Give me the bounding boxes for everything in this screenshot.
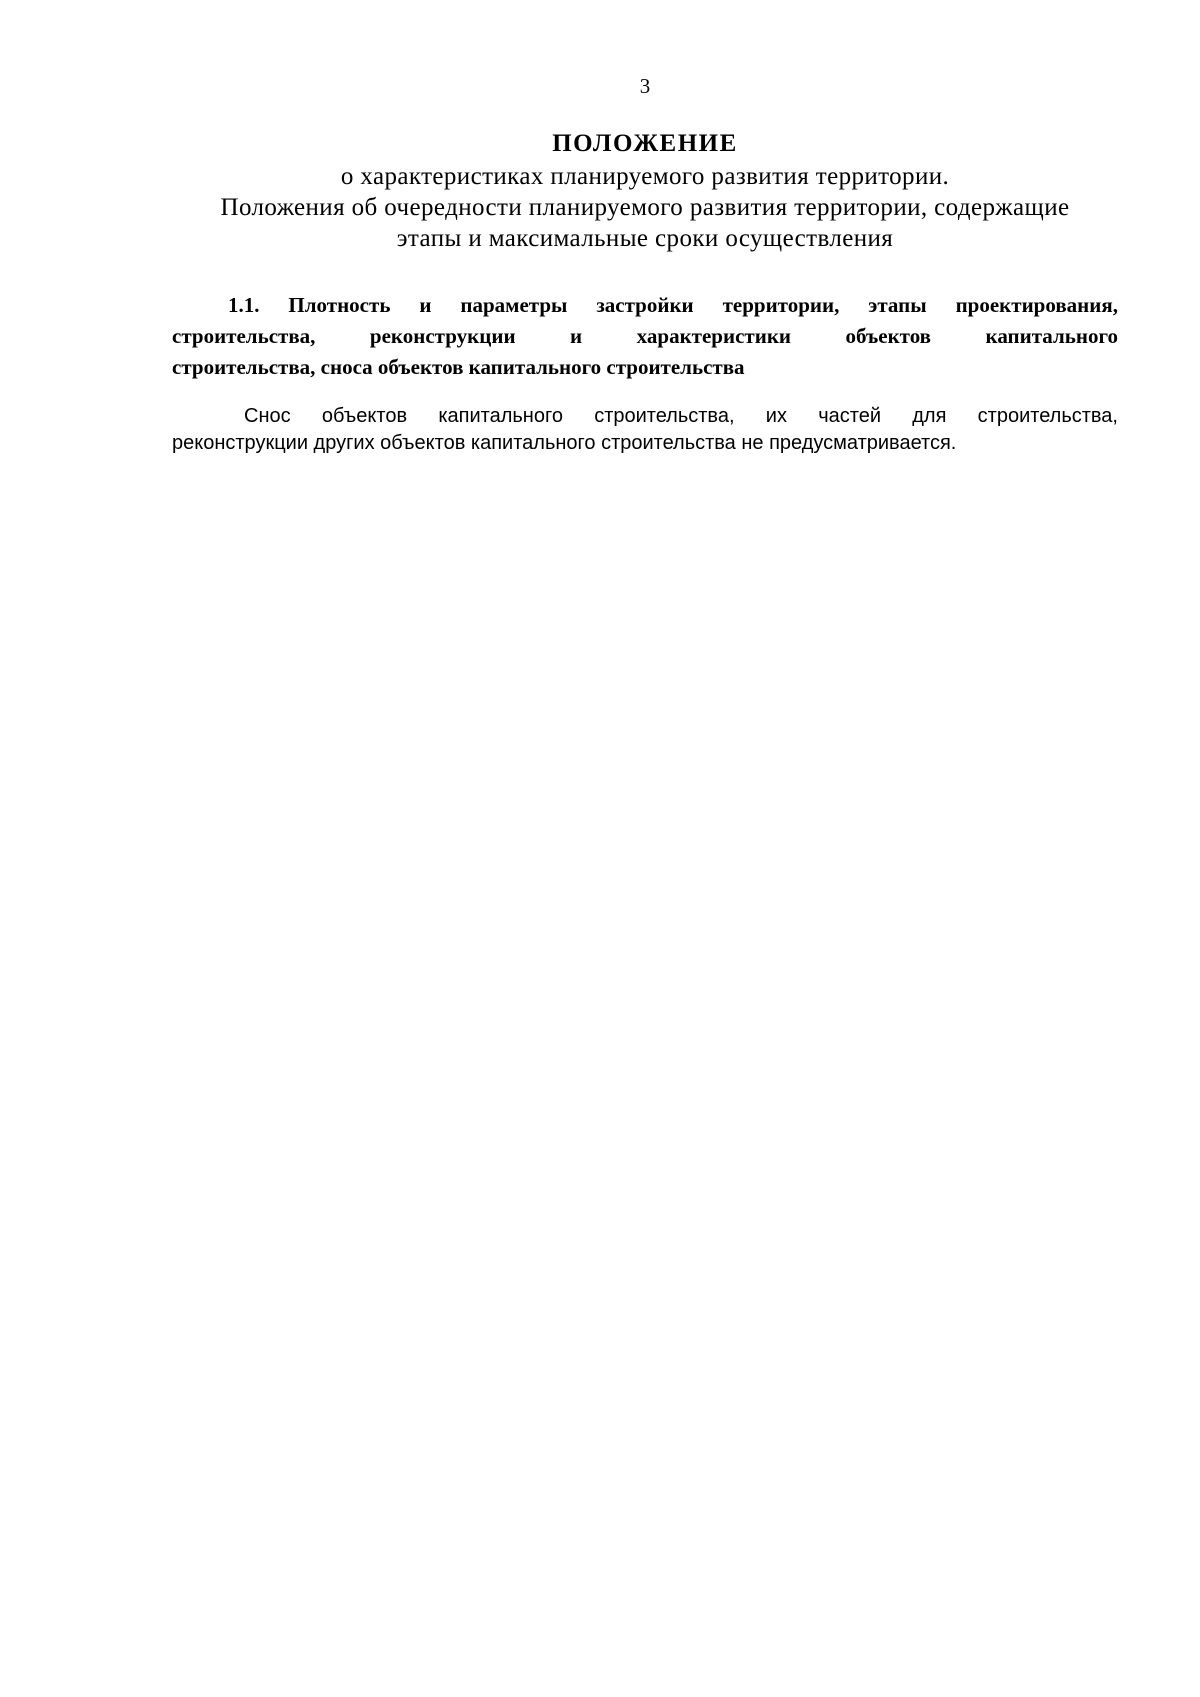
section-heading-line: 1.1. Плотность и параметры застройки территории, этапы проектирования, (228, 293, 1118, 317)
paragraph-line: Снос объектов капитального строительства, их частей для строительства, (244, 405, 1118, 427)
document-title: ПОЛОЖЕНИЕ (552, 130, 738, 157)
document-subtitle (160, 161, 1130, 254)
section-heading-line: строительства, реконструкции и характеристики объектов капитального (172, 324, 1118, 348)
section-heading-line: строительства, сноса объектов капитального строительства (172, 355, 745, 379)
page-number: 3 (639, 74, 651, 98)
paragraph-line: реконструкции других объектов капитального строительства не предусматривается. (172, 432, 957, 454)
body-paragraph (172, 403, 1118, 457)
subtitle-line: о характеристиках планируемого развития территории. (340, 163, 950, 190)
section-heading (172, 290, 1118, 383)
subtitle-line: Положения об очередности планируемого развития территории, содержащие (220, 194, 1070, 221)
subtitle-line: этапы и максимальные сроки осуществления (396, 225, 894, 252)
